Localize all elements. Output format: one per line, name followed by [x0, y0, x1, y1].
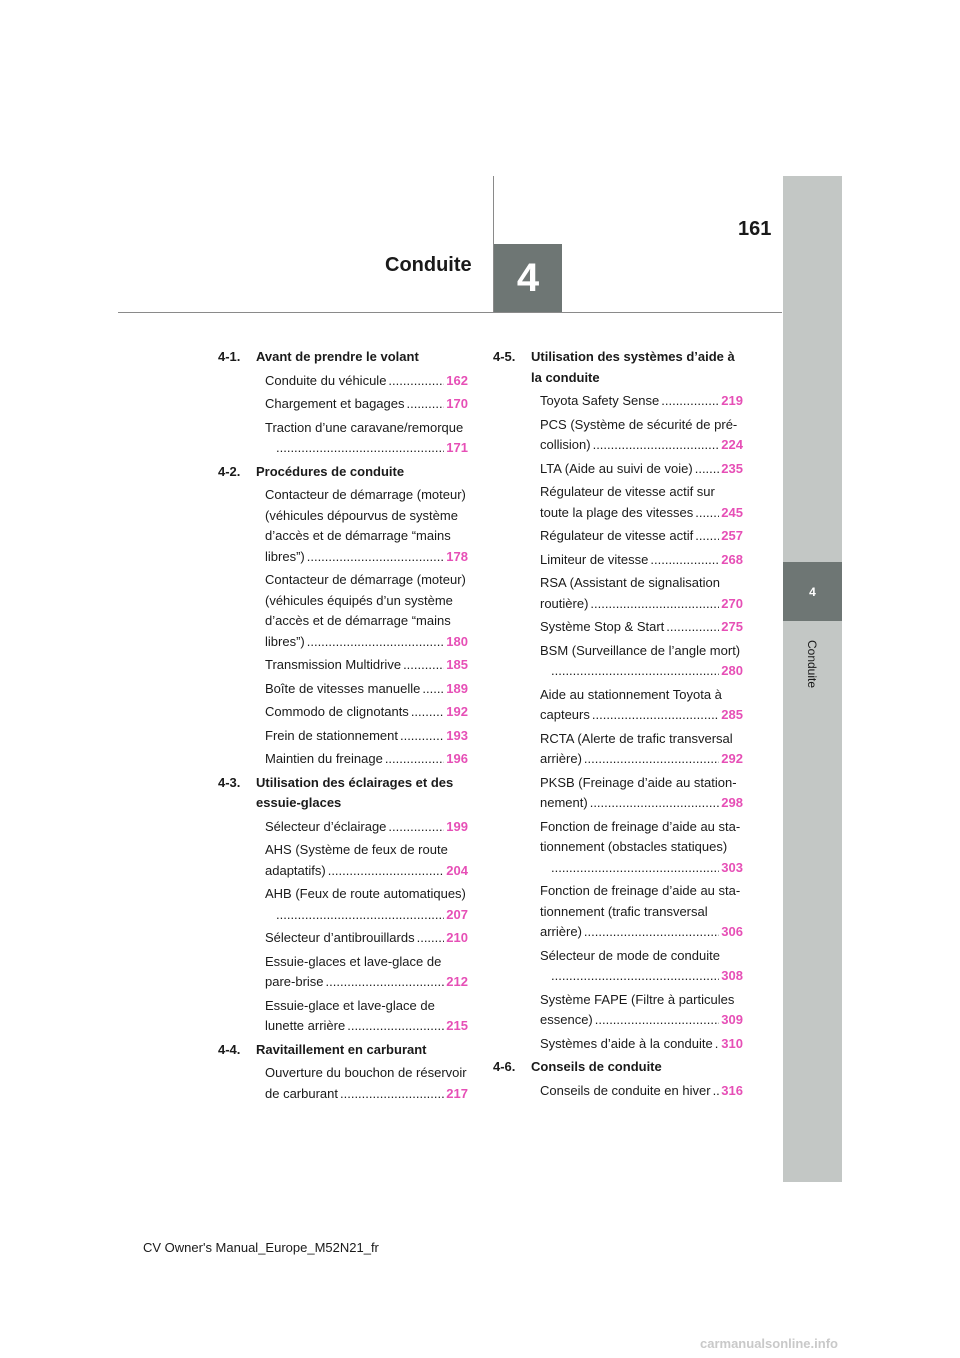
toc-entry-line — [265, 749, 468, 770]
toc-leader-dots — [328, 861, 445, 882]
toc-entry-line: Fonction de freinage d’aide au sta- — [540, 818, 741, 834]
toc-leader-dots — [326, 972, 445, 993]
toc-entry-line: Fonction de freinage d’aide au sta- — [540, 883, 741, 898]
toc-page-link[interactable]: 257 — [721, 528, 743, 543]
toc-entry[interactable] — [502, 573, 743, 614]
toc-page-link[interactable]: 212 — [446, 974, 468, 989]
toc-page-link[interactable]: 210 — [446, 930, 468, 945]
toc-leader-dots — [695, 503, 719, 524]
footer-manual-id: CV Owner's Manual_Europe_M52N21_fr — [143, 1240, 379, 1255]
toc-entry-text: Commodo de clignotants — [265, 704, 409, 719]
toc-entry-line — [540, 594, 743, 615]
toc-entry-line: Essuie-glaces et lave-glace de — [265, 953, 442, 969]
toc-entry-line: tionnement (obstacles statiques) — [540, 839, 728, 854]
toc-entry[interactable] — [502, 1034, 743, 1055]
toc-entry-line — [540, 1034, 743, 1055]
toc-entry-text: essence) — [540, 1012, 593, 1027]
toc-entry-line: Ouverture du bouchon de réservoir — [265, 1065, 467, 1080]
toc-entry-line — [265, 394, 468, 415]
chapter-title: Conduite — [385, 254, 472, 276]
toc-page-link[interactable]: 180 — [446, 633, 468, 649]
toc-entry-line — [265, 726, 468, 747]
toc-page-link[interactable]: 306 — [721, 924, 743, 939]
toc-page-link[interactable]: 280 — [721, 663, 743, 678]
toc-page-link[interactable]: 170 — [446, 396, 468, 411]
chapter-number-box: 4 — [494, 244, 562, 312]
toc-entry-line — [549, 966, 743, 987]
toc-entry-line — [265, 1084, 468, 1105]
toc-leader-dots — [388, 817, 444, 838]
toc-entry-text: Systèmes d’aide à la conduite — [540, 1035, 713, 1051]
toc-page-link[interactable]: 204 — [446, 862, 468, 878]
toc-page-link[interactable]: 270 — [721, 595, 743, 611]
toc-entry-text: Limiteur de vitesse — [540, 551, 649, 567]
toc-entry[interactable] — [502, 773, 743, 814]
toc-entry-line — [540, 391, 743, 412]
toc-leader-dots — [422, 679, 444, 700]
toc-entry[interactable] — [227, 418, 468, 459]
toc-entry[interactable] — [502, 729, 743, 770]
toc-leader-dots — [551, 858, 719, 879]
side-chapter-label: Conduite — [805, 639, 819, 689]
toc-entry[interactable] — [502, 415, 743, 456]
toc-entry[interactable] — [227, 726, 468, 747]
toc-entry-line — [265, 972, 468, 993]
toc-entry[interactable] — [227, 749, 468, 770]
toc-page-link[interactable]: 316 — [721, 1082, 743, 1098]
toc-entry-line — [265, 861, 468, 882]
toc-entry[interactable] — [502, 1081, 743, 1102]
toc-entry-text: capteurs — [540, 707, 590, 722]
toc-leader-dots — [590, 793, 720, 814]
side-chapter-tab[interactable]: 4 — [783, 562, 842, 621]
toc-leader-dots — [406, 394, 444, 415]
toc-entry-line: PCS (Système de sécurité de pré- — [540, 416, 738, 432]
toc-entry-line — [265, 547, 468, 568]
toc-entry-line: Traction d’une caravane/remorque — [265, 419, 464, 435]
toc-entry-line — [265, 632, 468, 653]
toc-entry-line: PKSB (Freinage d’aide au station- — [540, 774, 737, 790]
toc-entry[interactable] — [502, 459, 743, 480]
toc-page-link[interactable]: 268 — [721, 551, 743, 567]
toc-entry[interactable] — [227, 840, 468, 881]
toc-leader-dots — [307, 632, 445, 653]
toc-entry-text: nement) — [540, 795, 588, 810]
toc-leader-dots — [385, 749, 444, 770]
toc-page-link[interactable]: 275 — [721, 619, 743, 634]
toc-leader-dots — [340, 1084, 444, 1105]
toc-page-link[interactable]: 193 — [446, 727, 468, 743]
toc-entry[interactable] — [227, 485, 468, 567]
toc-leader-dots — [400, 726, 444, 747]
toc-entry-line — [540, 705, 743, 726]
toc-leader-dots — [584, 749, 719, 770]
toc-column-left — [218, 344, 468, 1104]
toc-entry-line: (véhicules dépourvus de système — [265, 507, 458, 523]
toc-entry-line — [265, 928, 468, 949]
toc-entry-line: AHS (Système de feux de route — [265, 842, 448, 857]
toc-leader-dots — [411, 702, 444, 723]
toc-entry-line: tionnement (trafic transversal — [540, 903, 708, 919]
toc-entry-text: libres”) — [265, 548, 305, 564]
toc-page-link[interactable]: 308 — [721, 968, 743, 983]
toc-page-link[interactable]: 171 — [446, 440, 468, 455]
header-horizontal-rule — [118, 312, 782, 313]
toc-entry-text: Système Stop & Start — [540, 619, 665, 634]
toc-entry[interactable] — [502, 641, 743, 682]
toc-section-heading — [493, 1057, 743, 1078]
toc-leader-dots — [666, 617, 719, 638]
toc-entry[interactable] — [502, 685, 743, 726]
toc-entry-line — [265, 817, 468, 838]
toc-leader-dots — [593, 435, 720, 456]
toc-section-heading — [218, 462, 468, 483]
toc-entry-text: Transmission Multidrive — [265, 657, 402, 672]
toc-entry-line — [540, 550, 743, 571]
toc-page-link[interactable]: 192 — [446, 704, 468, 719]
toc-entry-text: de carburant — [265, 1085, 338, 1101]
toc-entry-text: toute la plage des vitesses — [540, 504, 694, 520]
toc-section-heading — [218, 1040, 468, 1061]
toc-page-link[interactable]: 235 — [721, 460, 743, 476]
toc-entry-line — [274, 905, 468, 926]
toc-page-link[interactable]: 215 — [446, 1018, 468, 1033]
toc-entry[interactable] — [502, 482, 743, 523]
toc-section-heading — [218, 773, 468, 814]
toc-entry-text: Maintien du freinage — [265, 751, 383, 766]
toc-page-link[interactable]: 219 — [721, 393, 743, 408]
toc-entry-line — [540, 435, 743, 456]
toc-leader-dots — [595, 1010, 720, 1031]
toc-entry-line — [265, 1016, 468, 1037]
toc-entry[interactable] — [227, 371, 468, 392]
toc-entry[interactable] — [502, 817, 743, 879]
toc-entry[interactable] — [502, 990, 743, 1031]
toc-entry[interactable] — [227, 996, 468, 1037]
toc-section-number: 4-1. — [218, 349, 241, 364]
toc-entry-text: LTA (Aide au suivi de voie) — [540, 460, 693, 476]
toc-entry-line — [540, 1010, 743, 1031]
toc-leader-dots — [590, 594, 719, 615]
toc-section-title: Utilisation des éclairages et des essuie-glaces — [256, 774, 454, 810]
toc-entry[interactable] — [227, 570, 468, 652]
toc-entry-text: Toyota Safety Sense — [540, 393, 660, 408]
toc-page-link[interactable]: 285 — [721, 707, 743, 722]
toc-entry-line: d’accès et de démarrage “mains — [265, 613, 451, 628]
toc-entry-line — [540, 503, 743, 524]
toc-entry[interactable] — [227, 655, 468, 676]
toc-page-link[interactable]: 298 — [721, 795, 743, 810]
toc-entry-text: arrière) — [540, 751, 582, 766]
toc-entry[interactable] — [227, 952, 468, 993]
toc-entry-text: libres”) — [265, 633, 305, 649]
toc-leader-dots — [347, 1016, 444, 1037]
toc-entry-line — [540, 459, 743, 480]
toc-page-link[interactable]: 207 — [446, 906, 468, 922]
toc-section-title: Procédures de conduite — [256, 463, 405, 479]
toc-section-heading — [218, 347, 468, 368]
toc-entry-line: AHB (Feux de route automatiques) — [265, 886, 466, 901]
toc-leader-dots — [307, 547, 445, 568]
toc-page-link[interactable]: 178 — [446, 548, 468, 564]
toc-leader-dots — [388, 371, 444, 392]
toc-section-title: Avant de prendre le volant — [256, 349, 419, 364]
toc-page-link[interactable]: 224 — [721, 437, 743, 452]
toc-leader-dots — [276, 438, 444, 459]
toc-section-title: Conseils de conduite — [531, 1059, 662, 1074]
toc-leader-dots — [592, 705, 719, 726]
toc-entry-line: Sélecteur de mode de conduite — [540, 947, 720, 963]
toc-entry-line: BSM (Surveillance de l’angle mort) — [540, 642, 741, 658]
toc-entry-line — [265, 679, 468, 700]
toc-entry-text: adaptatifs) — [265, 862, 326, 878]
toc-entry[interactable] — [502, 946, 743, 987]
toc-page-link[interactable]: 310 — [721, 1035, 743, 1051]
toc-page-link[interactable]: 189 — [446, 680, 468, 696]
toc-entry-text: routière) — [540, 595, 589, 611]
toc-entry-text: Chargement et bagages — [265, 396, 405, 411]
toc-entry-line — [540, 617, 743, 638]
toc-page-link[interactable]: 196 — [446, 751, 468, 766]
toc-entry[interactable] — [502, 617, 743, 638]
toc-entry-line: (véhicules équipés d’un système — [265, 592, 453, 608]
toc-leader-dots — [695, 459, 720, 480]
toc-page-link[interactable]: 185 — [446, 657, 468, 672]
toc-entry[interactable] — [227, 1063, 468, 1104]
toc-page-link[interactable]: 303 — [721, 859, 743, 875]
toc-entry-text: arrière) — [540, 924, 582, 939]
toc-entry[interactable] — [227, 679, 468, 700]
toc-entry[interactable] — [227, 817, 468, 838]
toc-entry-line — [549, 661, 743, 682]
toc-entry-text: Sélecteur d’antibrouillards — [265, 930, 415, 945]
toc-entry-line: RCTA (Alerte de trafic transversal — [540, 730, 733, 746]
toc-entry-text: Conseils de conduite en hiver — [540, 1082, 711, 1098]
toc-entry-line: Système FAPE (Filtre à particules — [540, 991, 735, 1007]
toc-entry-line — [265, 655, 468, 676]
toc-leader-dots — [551, 661, 719, 682]
toc-entry-text: Conduite du véhicule — [265, 372, 387, 388]
toc-entry[interactable] — [502, 550, 743, 571]
toc-entry-line: Essuie-glace et lave-glace de — [265, 997, 435, 1013]
toc-section-number: 4-5. — [493, 349, 516, 364]
toc-entry[interactable] — [502, 881, 743, 943]
toc-entry-line — [265, 702, 468, 723]
toc-leader-dots — [551, 966, 719, 987]
toc-section-number: 4-6. — [493, 1059, 516, 1074]
toc-entry-line: Contacteur de démarrage (moteur) — [265, 487, 466, 502]
toc-entry-line — [540, 793, 743, 814]
toc-entry[interactable] — [227, 702, 468, 723]
page-number: 161 — [738, 218, 772, 240]
watermark: carmanualsonline.info — [700, 1336, 838, 1351]
toc-section-number: 4-2. — [218, 463, 241, 479]
toc-entry-line: RSA (Assistant de signalisation — [540, 575, 720, 590]
toc-leader-dots — [417, 928, 445, 949]
toc-entry-line: Contacteur de démarrage (moteur) — [265, 572, 466, 587]
toc-entry-line — [540, 1081, 743, 1102]
toc-leader-dots — [403, 655, 444, 676]
toc-entry-text: Sélecteur d’éclairage — [265, 818, 387, 834]
toc-leader-dots — [584, 922, 719, 943]
toc-entry[interactable] — [227, 928, 468, 949]
toc-entry-line — [540, 526, 743, 547]
toc-section-number: 4-3. — [218, 774, 241, 790]
toc-entry-text: lunette arrière — [265, 1018, 346, 1033]
toc-entry-line: Régulateur de vitesse actif sur — [540, 484, 715, 499]
toc-column-right — [493, 344, 743, 1101]
toc-section-heading — [493, 347, 743, 388]
toc-entry-line — [265, 371, 468, 392]
toc-entry[interactable] — [227, 394, 468, 415]
toc-entry[interactable] — [227, 884, 468, 925]
toc-entry-line — [549, 858, 743, 879]
toc-page-link[interactable]: 217 — [446, 1085, 468, 1101]
toc-page-link[interactable]: 292 — [721, 751, 743, 766]
toc-entry-text: Régulateur de vitesse actif — [540, 528, 694, 543]
toc-entry-line — [274, 438, 468, 459]
toc-leader-dots — [661, 391, 719, 412]
toc-entry-line: Aide au stationnement Toyota à — [540, 686, 722, 702]
toc-page-link[interactable]: 199 — [446, 818, 468, 834]
toc-entry-text: Boîte de vitesses manuelle — [265, 680, 421, 696]
toc-entry-text: collision) — [540, 437, 591, 452]
toc-page-link[interactable]: 162 — [446, 372, 468, 388]
toc-leader-dots — [695, 526, 719, 547]
toc-entry-line — [540, 749, 743, 770]
toc-entry-line — [540, 922, 743, 943]
toc-section-title: Ravitaillement en carburant — [256, 1041, 427, 1057]
toc-section-title: Utilisation des systèmes d’aide à la conduite — [531, 349, 735, 385]
toc-entry[interactable] — [502, 526, 743, 547]
toc-leader-dots — [650, 550, 719, 571]
toc-leader-dots — [713, 1081, 720, 1102]
toc-leader-dots — [715, 1034, 720, 1055]
toc-entry-line: d’accès et de démarrage “mains — [265, 528, 451, 543]
toc-page-link[interactable]: 309 — [721, 1012, 743, 1027]
toc-section-number: 4-4. — [218, 1041, 241, 1057]
toc-entry-text: pare-brise — [265, 974, 324, 989]
toc-entry-text: Frein de stationnement — [265, 727, 398, 743]
toc-page-link[interactable]: 245 — [721, 504, 743, 520]
toc-leader-dots — [276, 905, 444, 926]
toc-entry[interactable] — [502, 391, 743, 412]
